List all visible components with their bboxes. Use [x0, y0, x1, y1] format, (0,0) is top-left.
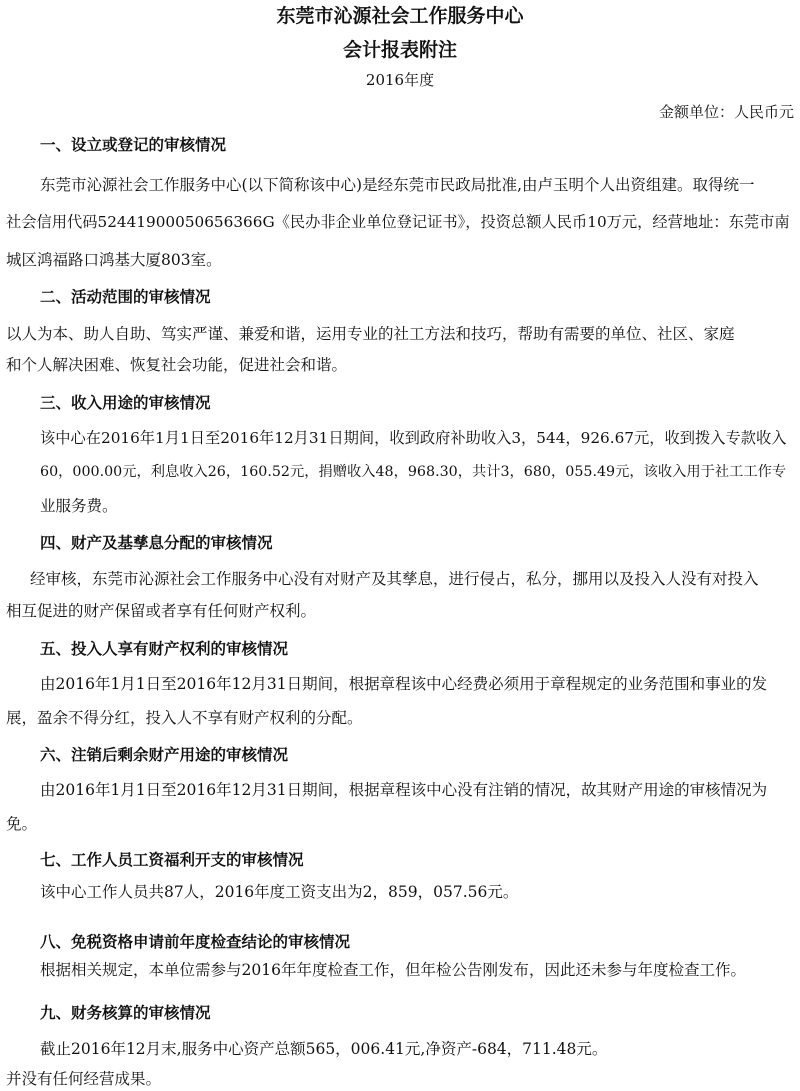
section-heading-2: 二、活动范围的审核情况 [40, 288, 211, 306]
section-4-line-1: 经审核，东莞市沁源社会工作服务中心没有对财产及其孳息，进行侵占，私分，挪用以及投入人没有对投入 [30, 570, 759, 588]
section-3-line-2: 60，000.00元，利息收入26，160.52元，捐赠收入48，968.30，共计3，680，055.49元，该收入用于社工工作专 [40, 464, 787, 480]
section-1-line-2: 社会信用代码52441900050656366G《民办非企业单位登记证书》，投资总额人民币10万元，经营地址：东莞市南 [6, 213, 790, 231]
section-4-line-2: 相互促进的财产保留或者享有任何财产权利。 [6, 602, 317, 620]
section-6-line-2: 免。 [6, 815, 38, 833]
section-heading-3: 三、收入用途的审核情况 [40, 394, 211, 412]
section-heading-1: 一、设立或登记的审核情况 [40, 136, 227, 154]
currency-unit: 金额单位：人民币元 [658, 103, 794, 121]
org-name-title: 东莞市沁源社会工作服务中心 [276, 5, 524, 27]
section-heading-9: 九、财务核算的审核情况 [40, 1004, 211, 1022]
section-6-line-1: 由2016年1月1日至2016年12月31日期间，根据章程该中心没有注销的情况，故其财产用途的审核情况为 [40, 781, 768, 799]
section-3-line-3: 业服务费。 [40, 497, 118, 515]
section-1-line-1: 东莞市沁源社会工作服务中心(以下简称该中心)是经东莞市民政局批准,由卢玉明个人出资组建。取得统一 [40, 176, 755, 194]
section-heading-5: 五、投入人享有财产权利的审核情况 [40, 640, 289, 658]
section-heading-8: 八、免税资格申请前年度检查结论的审核情况 [40, 933, 351, 951]
section-8-line-1: 根据相关规定，本单位需参与2016年年度检查工作，但年检公告刚发布，因此还未参与年度检查工作。 [40, 961, 746, 979]
section-2-line-1: 以人为本、助人自助、笃实严谨、兼爱和谐，运用专业的社工方法和技巧，帮助有需要的单位、社区、家庭 [6, 325, 735, 343]
section-3-line-1: 该中心在2016年1月1日至2016年12月31日期间，收到政府补助收入3，544，926.67元，收到拨入专款收入 [40, 429, 787, 447]
section-1-line-3: 城区鸿福路口鸿基大厦803室。 [6, 251, 222, 269]
section-heading-6: 六、注销后剩余财产用途的审核情况 [40, 746, 289, 764]
report-year: 2016年度 [365, 71, 435, 89]
section-7-line-1: 该中心工作人员共87人，2016年度工资支出为2，859，057.56元。 [40, 883, 519, 901]
section-heading-7: 七、工作人员工资福利开支的审核情况 [40, 851, 304, 869]
section-9-line-2: 并没有任何经营成果。 [6, 1070, 162, 1088]
section-5-line-1: 由2016年1月1日至2016年12月31日期间，根据章程该中心经费必须用于章程规定的业务范围和事业的发 [40, 675, 768, 693]
section-9-line-1: 截止2016年12月末,服务中心资产总额565，006.41元,净资产-684，711.48元。 [40, 1040, 608, 1058]
document-title: 会计报表附注 [342, 39, 457, 61]
section-5-line-2: 展，盈余不得分红，投入人不享有财产权利的分配。 [6, 709, 363, 727]
section-heading-4: 四、财产及基孳息分配的审核情况 [40, 534, 273, 552]
section-2-line-2: 和个人解决困难、恢复社会功能，促进社会和谐。 [6, 356, 348, 374]
